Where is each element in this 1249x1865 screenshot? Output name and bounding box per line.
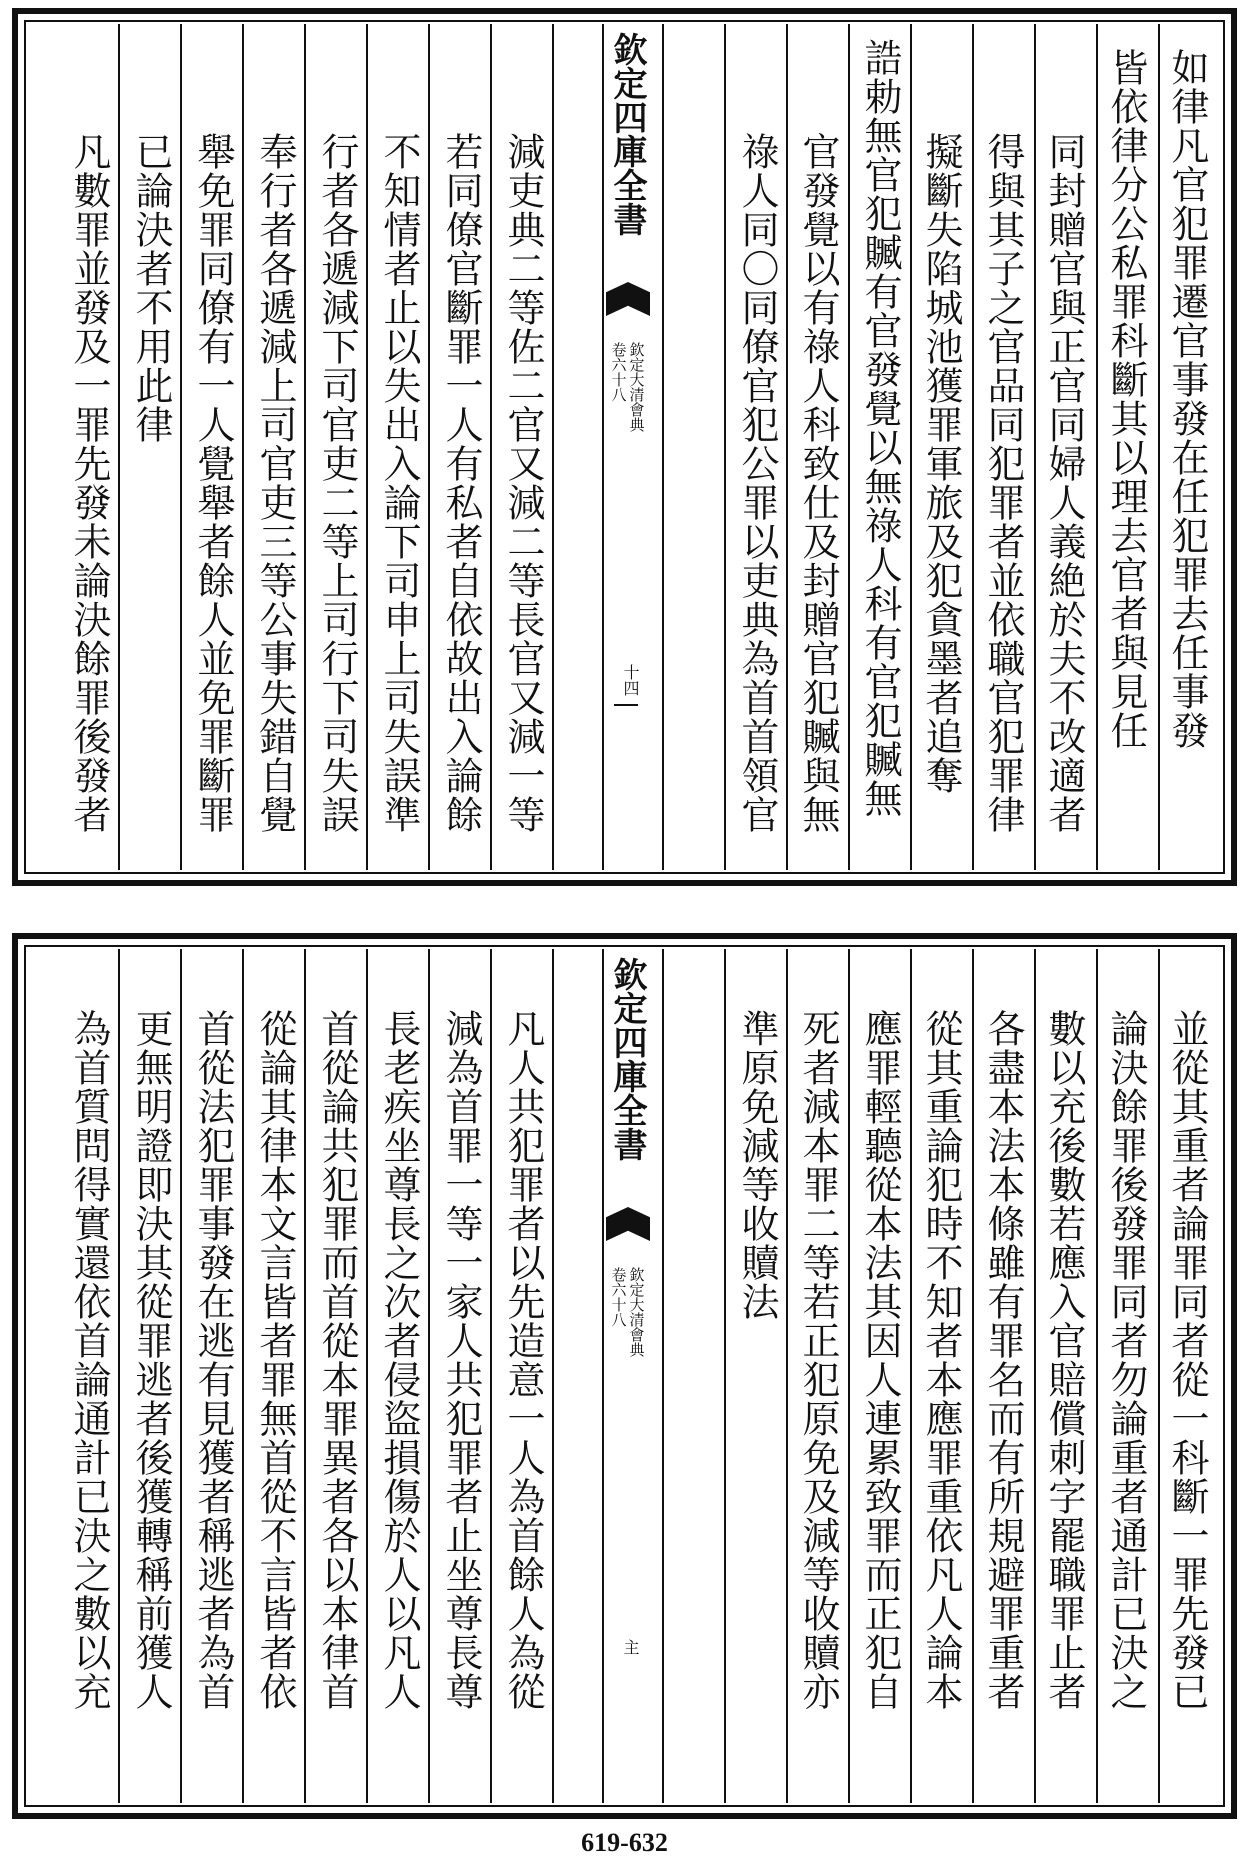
text-column: 並從其重者論罪同者從一科斷一罪先發已 [1165,1009,1209,1711]
fishtail-mark [606,282,650,316]
column-rule [1096,24,1098,870]
work-title: 欽定大清會典 [627,342,646,432]
column-rule [552,949,554,1803]
column-rule [1096,949,1098,1803]
column-rule [366,24,368,870]
column-rule [786,949,788,1803]
text-column: 論決餘罪後發罪同者勿論重者通計已決之 [1104,1009,1148,1711]
column-rule [910,24,912,870]
text-column: 同封贈官與正官同婦人義絶於夫不改適者 [1042,132,1086,834]
page-number: 十四 [621,664,640,696]
text-column: 首從法犯罪事發在逃有見獲者稱逃者為首 [191,1009,235,1711]
fishtail-mark [606,1207,650,1241]
column-rule [1158,24,1160,870]
text-column: 祿人同〇同僚官犯公罪以吏典為首首領官 [735,132,779,834]
text-column: 準原免減等收贖法 [735,1009,779,1321]
column-rule [662,24,664,870]
text-column: 從論其律本文言皆者罪無首從不言皆者依 [253,1009,297,1711]
text-column: 首從論共犯罪而首從本罪異者各以本律首 [315,1009,359,1711]
column-rule [428,24,430,870]
column-rule [602,949,604,1803]
column-rule [972,24,974,870]
column-rule [490,949,492,1803]
column-rule [180,949,182,1803]
volume-label: 卷六十八 [609,342,628,402]
column-rule [662,949,664,1803]
text-column: 減吏典二等佐二官又減二等長官又減一等 [501,132,545,834]
text-column: 擬斷失陷城池獲罪軍旅及犯貪墨者追奪 [919,132,963,795]
column-rule [848,949,850,1803]
text-column: 官發覺以有祿人科致仕及封贈官犯贓與無 [796,132,840,834]
volume-label: 卷六十八 [609,1267,628,1327]
text-column: 凡人共犯罪者以先造意一人為首餘人為從 [501,1009,545,1711]
column-rule [724,949,726,1803]
column-rule [490,24,492,870]
column-rule [118,949,120,1803]
column-rule [118,24,120,870]
column-rule [180,24,182,870]
text-column: 各盡本法本條雖有罪名而有所規避罪重者 [981,1009,1025,1711]
page-number-rule [614,704,638,706]
page-bottom [12,933,1237,1819]
column-rule [304,949,306,1803]
text-column: 若同僚官斷罪一人有私者自依故出入論餘 [439,132,483,834]
text-column: 減為首罪一等一家人共犯罪者止坐尊長尊 [439,1009,483,1711]
page-top [12,8,1237,886]
text-column: 誥勅無官犯贓有官發覺以無祿人科有官犯贓無 [858,38,902,818]
text-column: 從其重論犯時不知者本應罪重依凡人論本 [919,1009,963,1711]
book-title: 欽定四庫全書 [607,957,647,1161]
text-column: 奉行者各遞減上司官吏三等公事失錯自覺 [253,132,297,834]
scan-page-number: 619-632 [581,1828,668,1857]
column-rule [910,949,912,1803]
page-center-margin [604,24,652,870]
column-rule [304,24,306,870]
column-rule [1034,24,1036,870]
book-title: 欽定四庫全書 [607,32,647,236]
text-column: 凡數罪並發及一罪先發未論決餘罪後發者 [67,132,111,834]
column-rule [428,949,430,1803]
text-column: 不知情者止以失出入論下司申上司失誤準 [377,132,421,834]
page-center-margin [604,949,652,1803]
column-rule [972,949,974,1803]
column-rule [724,24,726,870]
page-number: 主 [621,1639,640,1655]
column-rule [786,24,788,870]
column-rule [242,24,244,870]
column-rule [552,24,554,870]
column-rule [1158,949,1160,1803]
text-column: 長老疾坐尊長之次者侵盜損傷於人以凡人 [377,1009,421,1711]
text-column: 死者減本罪二等若正犯原免及減等收贖亦 [796,1009,840,1711]
text-column: 舉免罪同僚有一人覺舉者餘人並免罪斷罪 [191,132,235,834]
text-column: 應罪輕聽從本法其因人連累致罪而正犯自 [858,1009,902,1711]
text-column: 行者各遞減下司官吏二等上司行下司失誤 [315,132,359,834]
column-rule [848,24,850,870]
text-column: 皆依律分公私罪科斷其以理去官者與見任 [1104,48,1148,750]
text-column: 為首質問得實還依首論通計已決之數以充 [67,1009,111,1711]
text-column: 更無明證即決其從罪逃者後獲轉稱前獲人 [129,1009,173,1711]
column-rule [366,949,368,1803]
column-rule [602,24,604,870]
column-rule [242,949,244,1803]
text-column: 數以充後數若應入官賠償刺字罷職罪止者 [1042,1009,1086,1711]
column-rule [1034,949,1036,1803]
text-column: 得與其子之官品同犯罪者並依職官犯罪律 [981,132,1025,834]
text-column: 如律凡官犯罪遷官事發在任犯罪去任事發 [1165,48,1209,750]
work-title: 欽定大清會典 [627,1267,646,1357]
text-column: 已論決者不用此律 [129,132,173,444]
